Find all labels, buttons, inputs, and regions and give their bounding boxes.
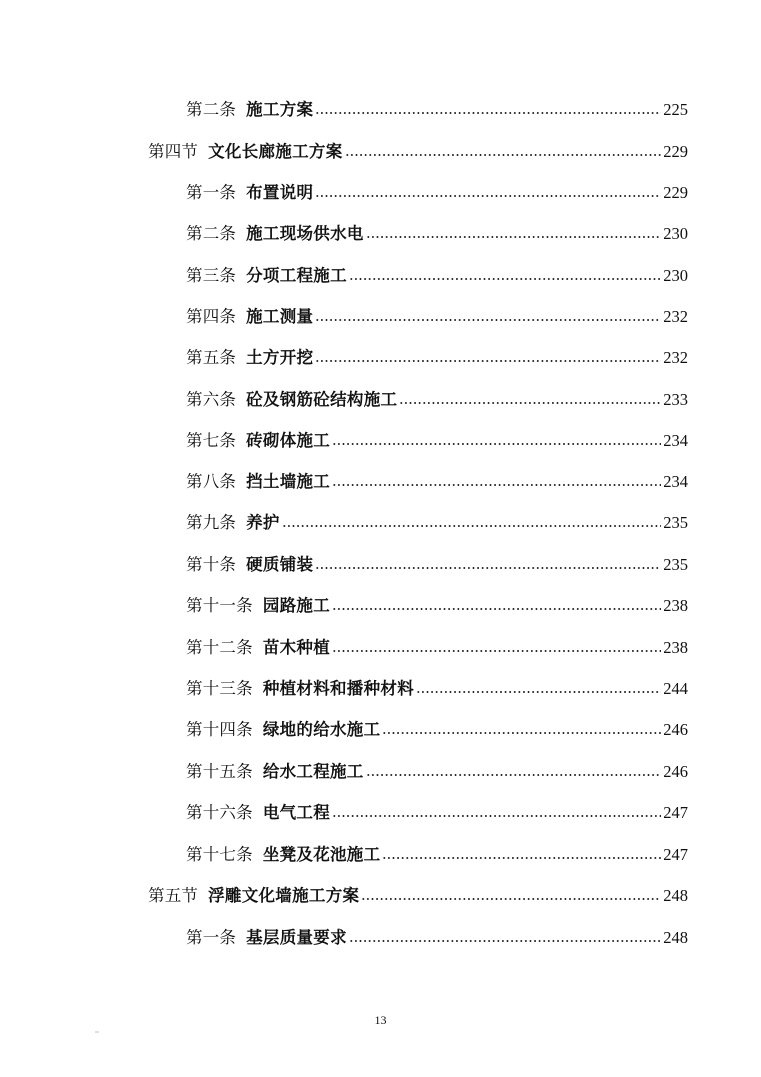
toc-entry-page: 234 [663,431,688,450]
toc-entry[interactable] [186,222,688,246]
toc-entry-title: 种植材料和播种材料 [262,679,415,698]
toc-entry-title: 砼及钢筋砼结构施工 [246,390,398,409]
toc-entry-title: 苗木种植 [262,638,331,657]
toc-leader-dots [416,691,661,693]
toc-leader-dots [382,857,661,859]
toc-entry-title: 分项工程施工 [246,266,347,285]
toc-entry-page: 248 [663,928,688,947]
toc-entry-title: 基层质量要求 [246,928,347,947]
toc-entry[interactable] [186,636,688,660]
toc-entry-page: 235 [663,513,688,532]
page-number: 13 [374,1013,387,1027]
toc-entry-label: 第一条 [186,928,237,947]
toc-leader-dots [332,608,661,610]
toc-leader-dots [332,650,661,652]
toc-entry-title: 施工方案 [246,100,314,119]
toc-entry-label: 第十六条 [186,803,253,822]
toc-entry-page: 234 [663,472,688,491]
toc-leader-dots [282,525,662,527]
toc-entry-label: 第八条 [186,472,237,491]
toc-leader-dots [315,567,661,569]
toc-entry-label: 第六条 [186,390,237,409]
toc-entry-label: 第十一条 [186,596,253,615]
toc-entry[interactable] [186,926,688,950]
toc-entry-label: 第四节 [148,142,199,161]
toc-entry-page: 232 [663,348,688,367]
toc-entry[interactable] [186,429,688,453]
toc-leader-dots [399,402,661,404]
toc-entry-label: 第一条 [186,183,237,202]
toc-entry-title: 坐凳及花池施工 [262,845,381,864]
toc-entry-title: 土方开挖 [246,348,314,367]
toc-entry[interactable] [186,305,688,329]
toc-entry-page: 246 [663,720,688,739]
toc-entry-page: 244 [663,679,688,698]
toc-entry[interactable] [186,388,688,412]
toc-entry-title: 文化长廊施工方案 [208,142,343,161]
toc-entry-page: 230 [663,266,688,285]
toc-section-entry[interactable] [148,140,688,164]
toc-entry[interactable] [186,511,688,535]
toc-entry-label: 第二条 [186,100,237,119]
toc-entry[interactable] [186,677,688,701]
toc-entry-page: 248 [663,886,688,905]
toc-entry-page: 229 [663,183,688,202]
toc-entry-page: 247 [663,845,688,864]
toc-entry-label: 第三条 [186,266,237,285]
toc-leader-dots [345,154,662,156]
toc-entry-page: 246 [663,762,688,781]
toc-leader-dots [366,236,662,238]
toc-leader-dots [332,484,661,486]
toc-entry-page: 238 [663,638,688,657]
toc-entry[interactable] [186,718,688,742]
toc-entry-title: 养护 [246,513,280,532]
toc-entry-label: 第十二条 [186,638,253,657]
toc-entry-title: 施工测量 [246,307,314,326]
toc-entry-title: 挡土墙施工 [246,472,331,491]
toc-entry-label: 第九条 [186,513,237,532]
toc-leader-dots [315,319,661,321]
toc-entry-label: 第十四条 [186,720,253,739]
toc-entry-label: 第七条 [186,431,237,450]
toc-leader-dots [315,360,661,362]
toc-entry[interactable] [186,346,688,370]
toc-entry[interactable] [186,594,688,618]
toc-leader-dots [349,278,661,280]
toc-entry-label: 第十三条 [186,679,253,698]
toc-leader-dots [315,195,661,197]
toc-leader-dots [332,815,661,817]
toc-entry-page: 229 [663,142,688,161]
toc-entry-label: 第五条 [186,348,237,367]
toc-entry[interactable] [186,181,688,205]
toc-entry[interactable] [186,98,688,122]
toc-entry-page: 225 [663,100,688,119]
toc-entry[interactable] [186,553,688,577]
toc-entry[interactable] [186,760,688,784]
toc-entry-page: 233 [663,390,688,409]
toc-entry-label: 第五节 [148,886,199,905]
toc-entry[interactable] [186,801,688,825]
toc-entry[interactable] [186,264,688,288]
toc-entry-title: 给水工程施工 [262,762,364,781]
toc-entry[interactable] [186,843,688,867]
toc-entry-title: 布置说明 [246,183,314,202]
toc-entry-page: 230 [663,224,688,243]
toc-leader-dots [315,112,661,114]
toc-entry-title: 硬质铺装 [246,555,314,574]
toc-leader-dots [361,898,661,900]
toc-entry-label: 第十五条 [186,762,253,781]
toc-entry-title: 电气工程 [262,803,331,822]
toc-entry-title: 施工现场供水电 [246,224,364,243]
toc-entry-label: 第十七条 [186,845,253,864]
toc-entry[interactable] [186,470,688,494]
toc-leader-dots [349,940,661,942]
toc-entry-title: 绿地的给水施工 [262,720,381,739]
scan-mark [95,1031,99,1033]
toc-entry-page: 235 [663,555,688,574]
toc-leader-dots [382,732,661,734]
toc-entry-label: 第十条 [186,555,237,574]
toc-entry-title: 砖砌体施工 [246,431,331,450]
toc-leader-dots [332,443,661,445]
toc-entry-page: 247 [663,803,688,822]
toc-section-entry[interactable] [148,884,688,908]
toc-entry-page: 238 [663,596,688,615]
toc-entry-title: 园路施工 [262,596,331,615]
toc-entry-label: 第四条 [186,307,237,326]
toc-entry-page: 232 [663,307,688,326]
toc-entry-label: 第二条 [186,224,237,243]
toc-leader-dots [366,774,662,776]
toc-entry-title: 浮雕文化墙施工方案 [208,886,360,905]
